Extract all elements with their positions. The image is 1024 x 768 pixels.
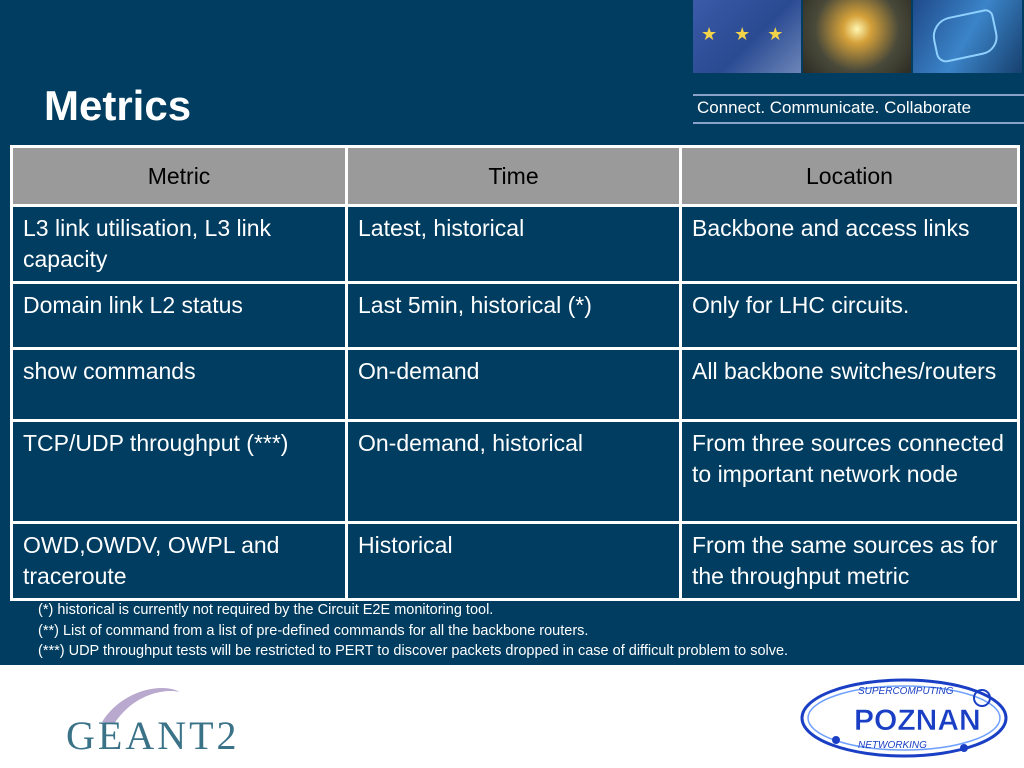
table-row — [12, 283, 1019, 349]
table-row — [12, 206, 1019, 283]
column-header-metric: Metric — [12, 147, 347, 206]
footnote: (***) UDP throughput tests will be restricted to PERT to discover packets dropped in case of difficult problem to solve. — [38, 643, 789, 659]
slide-title: Metrics — [44, 82, 192, 129]
column-header-location: Location — [681, 147, 1019, 206]
table-cell-metric: OWD,OWDV, OWPL and traceroute — [12, 523, 347, 600]
geant2-logo-text: GEANT2 — [66, 713, 240, 758]
table-header-row — [12, 147, 1019, 206]
poznan-top-arc-text: SUPERCOMPUTING — [858, 686, 954, 697]
tagline-top-rule — [693, 94, 1024, 96]
poznan-bottom-arc-text: NETWORKING — [858, 740, 927, 751]
footnotes — [38, 600, 788, 662]
table-row — [12, 421, 1019, 523]
table-cell-time: Latest, historical — [347, 206, 681, 283]
light-photo — [803, 0, 911, 73]
tagline-bottom-rule — [693, 122, 1024, 124]
table-cell-location: Only for LHC circuits. — [681, 283, 1019, 349]
table-cell-metric: Domain link L2 status — [12, 283, 347, 349]
map-photo — [913, 0, 1022, 73]
eu-flag-photo — [693, 0, 801, 73]
metrics-table — [10, 145, 1020, 601]
column-header-time: Time — [347, 147, 681, 206]
footnote: (**) List of command from a list of pre-defined commands for all the backbone routers. — [38, 622, 589, 639]
table-cell-time: On-demand — [347, 349, 681, 421]
tagline: Connect. Communicate. Collaborate — [697, 98, 972, 117]
table-cell-location: From the same sources as for the throughput metric — [681, 523, 1019, 600]
poznan-logo — [796, 672, 1018, 762]
poznan-wordmark: POZNAN — [854, 704, 981, 737]
table-row — [12, 349, 1019, 421]
geant2-wordmark — [66, 712, 240, 759]
table-cell-location: Backbone and access links — [681, 206, 1019, 283]
table-cell-time: Historical — [347, 523, 681, 600]
table-cell-metric: L3 link utilisation, L3 link capacity — [12, 206, 347, 283]
table-row — [12, 523, 1019, 600]
footnote: (*) historical is currently not required by the Circuit E2E monitoring tool. — [38, 602, 494, 618]
table-cell-metric: TCP/UDP throughput (***) — [12, 421, 347, 523]
poznan-logo-icon — [796, 672, 1018, 762]
table-cell-time: On-demand, historical — [347, 421, 681, 523]
table-cell-location: All backbone switches/routers — [681, 349, 1019, 421]
table-cell-time: Last 5min, historical (*) — [347, 283, 681, 349]
header-photo-strip — [693, 0, 1024, 73]
table-cell-location: From three sources connected to important network node — [681, 421, 1019, 523]
table-cell-metric: show commands — [12, 349, 347, 421]
